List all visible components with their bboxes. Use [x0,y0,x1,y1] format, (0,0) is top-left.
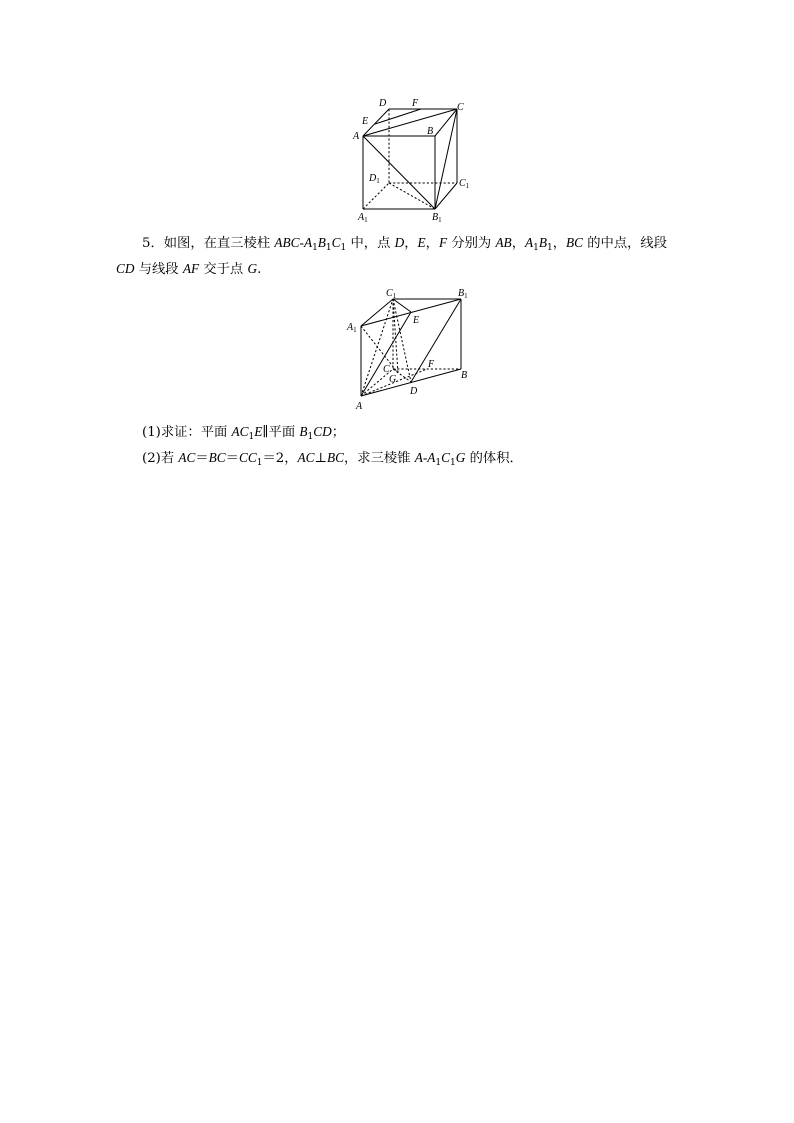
part2-line: (2)若 $AC=BC=CC_1=2$，AC⊥BC，求三棱锥 $A-A_1C_1G$ 的体积． [142,450,523,468]
label-e: E [362,116,369,127]
prism-diagram [342,283,482,417]
problem-number: 5． [142,236,164,251]
label-f: F [412,98,419,109]
cube-diagram [348,96,478,226]
label-f: F [428,359,435,370]
prism-figure [342,283,482,417]
segment-b1d [411,299,461,382]
label-c: C [457,102,464,113]
label-e: E [413,315,420,326]
label-g: G [389,374,397,385]
segment-cb1 [435,109,457,209]
label-a1: $A_1$ [358,212,368,224]
label-a1: $A_1$ [347,322,357,334]
segment-c1e [393,299,411,312]
label-c: C [383,364,390,375]
hidden-edge-bottom-left [363,183,389,209]
hidden-diagonal-d1b1 [389,183,435,209]
label-b1: $B_1$ [432,212,442,224]
label-c1: $C_1$ [459,178,470,190]
label-a: A [353,131,360,142]
problem5-line1: 5．如图，在直三棱柱 ABC-$A_1B_1C_1$ 中，点 D，E，F 分别为 AB，$A_1B_1$，BC 的中点，线段 [142,235,668,253]
label-d: D [379,98,387,109]
segment-ae [361,312,411,396]
cube-figure [348,96,478,226]
hidden-segment-a1g [361,326,398,373]
label-b: B [427,126,434,137]
label-d: D [410,386,418,397]
label-b: B [461,370,468,381]
label-d1: $D_1$ [369,173,380,185]
label-b1: $B_1$ [458,288,468,300]
part1-line: (1)求证：平面 $AC_1E\parallel$平面 $B_1CD$； [142,424,346,442]
label-c1: $C_1$ [386,288,397,300]
problem5-line2: CD 与线段 AF 交于点 G. [116,261,262,277]
label-a: A [356,401,363,412]
